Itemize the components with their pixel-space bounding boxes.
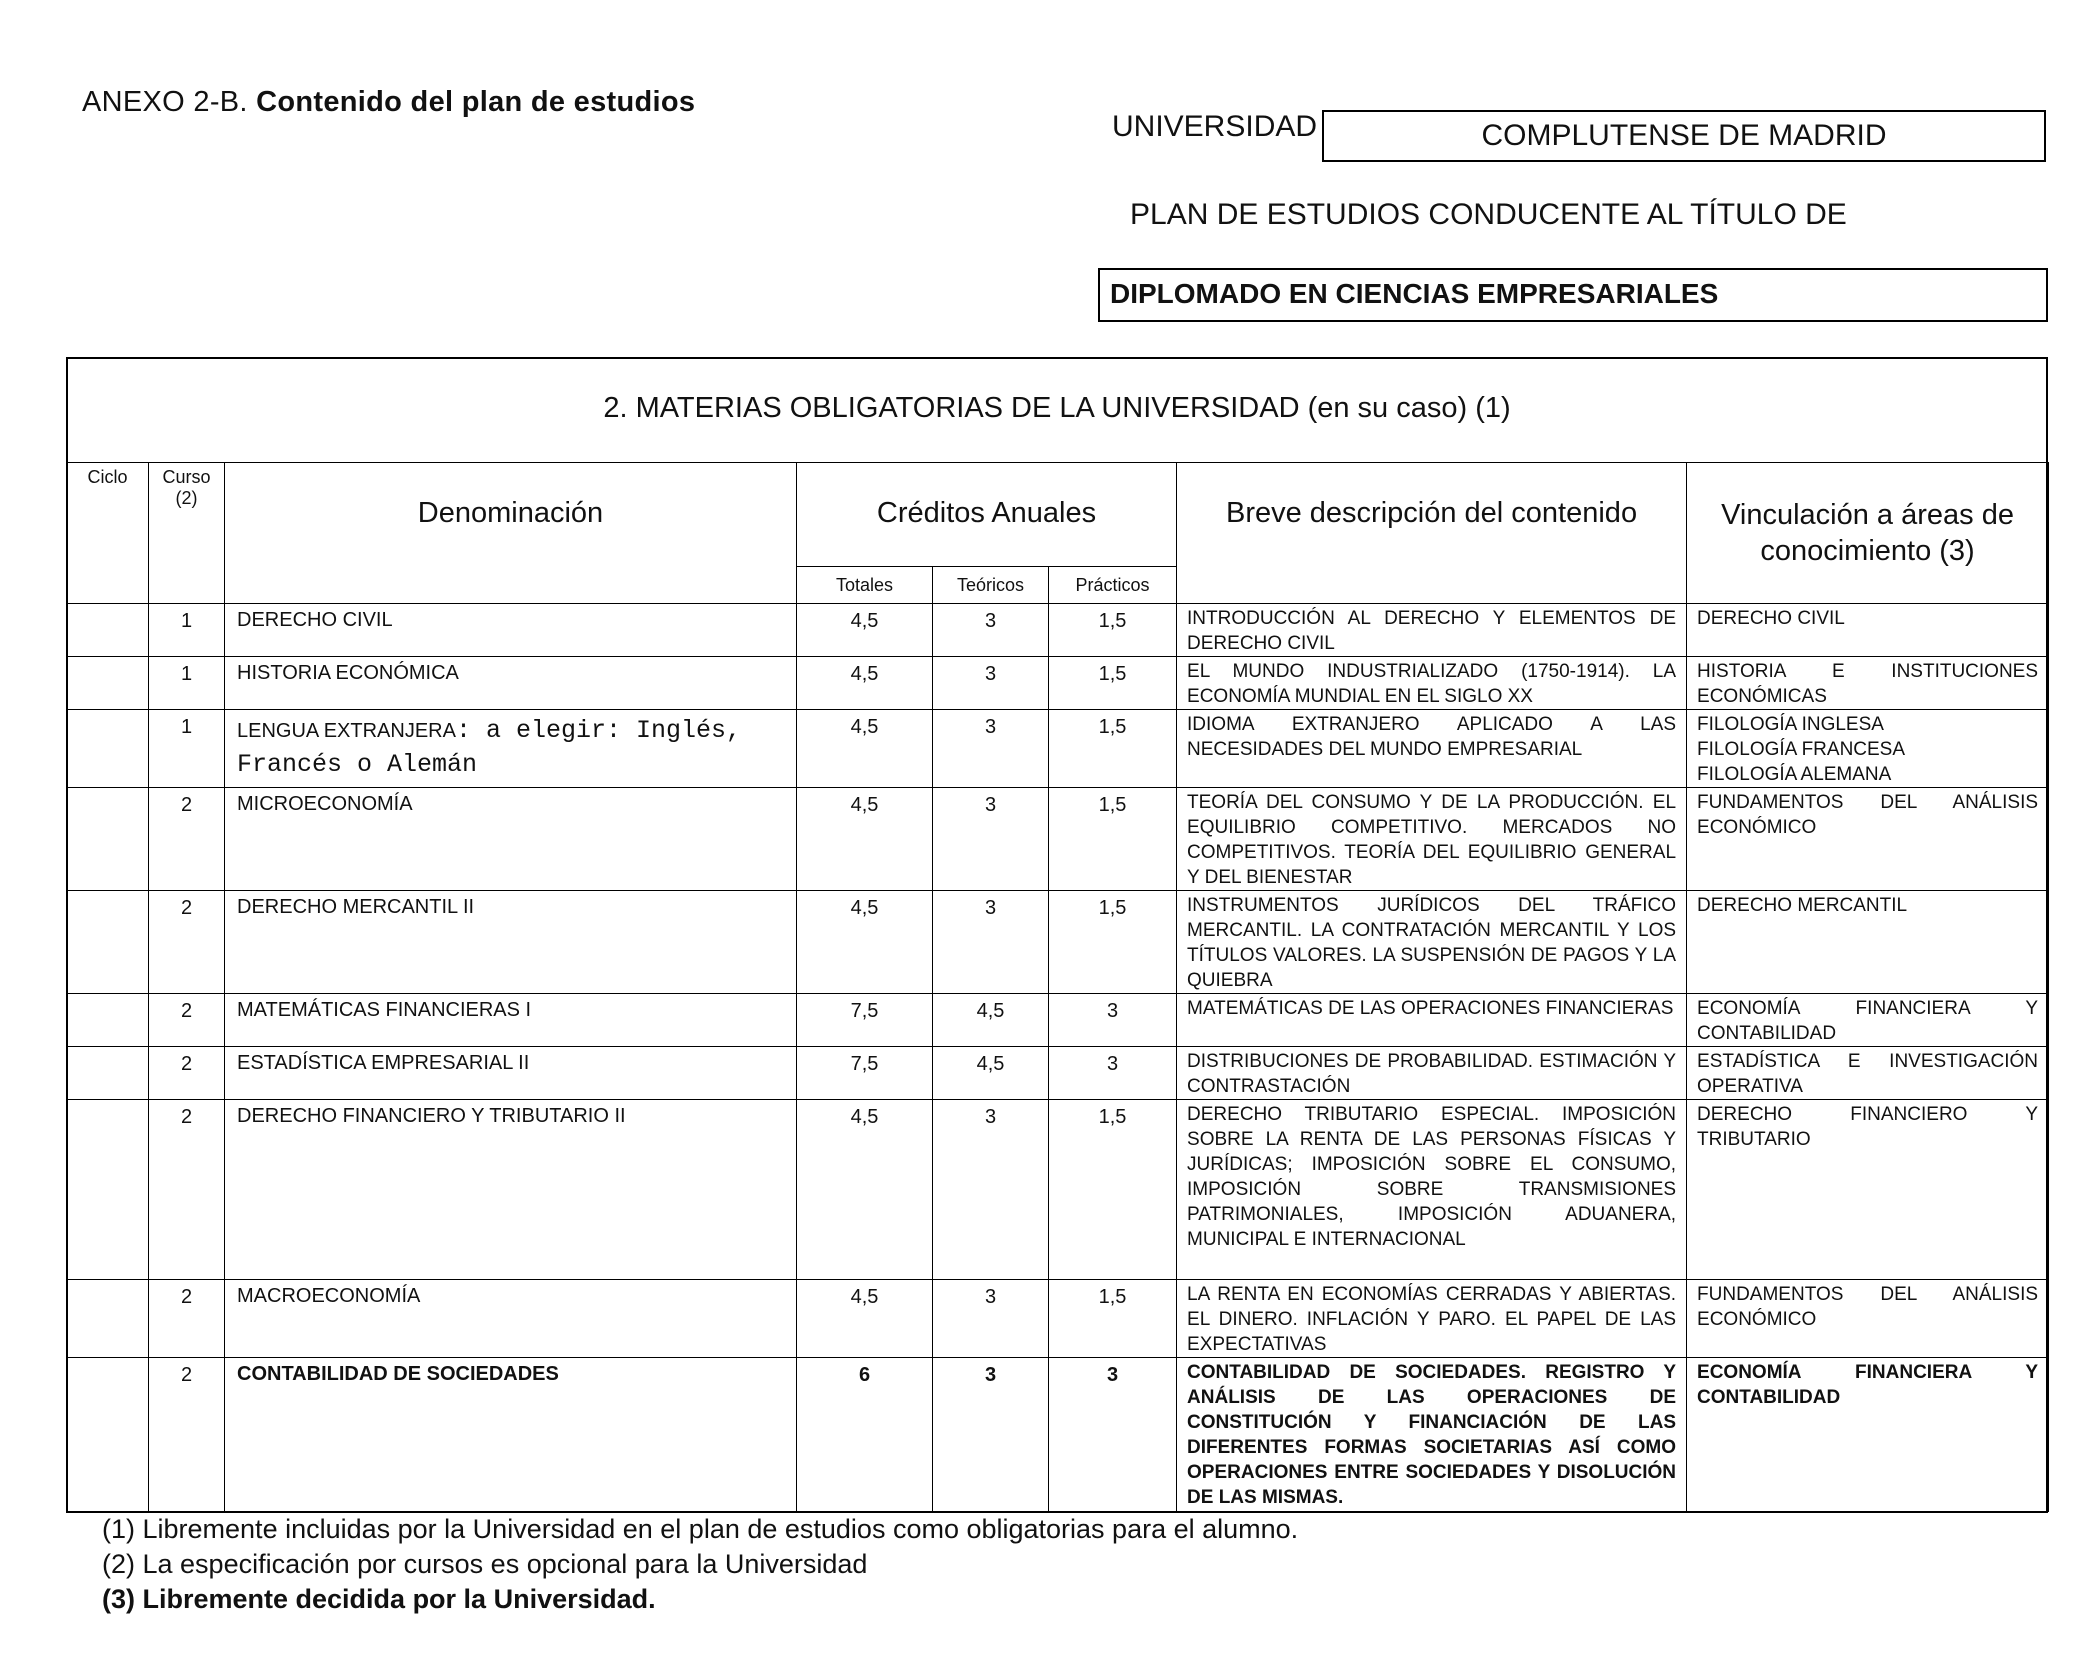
cell-practicos: 1,5 (1049, 1100, 1177, 1280)
cell-teoricos: 3 (933, 604, 1049, 657)
header-descripcion: Breve descripción del contenido (1177, 463, 1687, 604)
table-row (67, 1047, 2049, 1100)
degree-title-box: DIPLOMADO EN CIENCIAS EMPRESARIALES (1098, 268, 2048, 322)
cell-teoricos: 3 (933, 1280, 1049, 1358)
area-item: FUNDAMENTOS DEL ANÁLISIS ECONÓMICO (1697, 1284, 2039, 1330)
cell-descripcion: TEORÍA DEL CONSUMO Y DE LA PRODUCCIÓN. EL EQUILIBRIO COMPETITIVO. MERCADOS NO COMPETITIVOS. TEORÍA DEL EQUILIBRIO GENERAL Y DEL BIENESTAR (1177, 788, 1687, 891)
header-totales: Totales (797, 567, 933, 604)
cell-areas (1687, 1358, 2049, 1512)
area-item: FUNDAMENTOS DEL ANÁLISIS ECONÓMICO (1697, 792, 2039, 838)
cell-ciclo (67, 1280, 149, 1358)
cell-totales: 4,5 (797, 657, 933, 710)
table-row (67, 994, 2049, 1047)
annex-prefix: ANEXO 2-B. (82, 86, 248, 118)
table-row (67, 710, 2049, 788)
cell-curso: 1 (149, 604, 225, 657)
cell-areas (1687, 1047, 2049, 1100)
cell-denominacion: MATEMÁTICAS FINANCIERAS I (225, 994, 797, 1047)
header-ciclo: Ciclo (67, 463, 149, 604)
cell-curso: 2 (149, 1047, 225, 1100)
cell-totales: 4,5 (797, 1280, 933, 1358)
cell-descripcion: DERECHO TRIBUTARIO ESPECIAL. IMPOSICIÓN SOBRE LA RENTA DE LAS PERSONAS FÍSICAS Y JURÍDICAS; IMPOSICIÓN SOBRE EL CONSUMO, IMPOSICIÓN SOBRE TRANSMISIONES PATRIMONIALES, IMPOSICIÓN ADUANERA, MUNICIPAL E INTERNACIONAL (1177, 1100, 1687, 1280)
plan-label: PLAN DE ESTUDIOS CONDUCENTE AL TÍTULO DE (1130, 198, 1847, 231)
section-title: 2. MATERIAS OBLIGATORIAS DE LA UNIVERSIDAD (en su caso) (1) (603, 392, 1511, 424)
cell-denominacion: DERECHO CIVIL (225, 604, 797, 657)
cell-denominacion: CONTABILIDAD DE SOCIEDADES (225, 1358, 797, 1512)
cell-denominacion: ESTADÍSTICA EMPRESARIAL II (225, 1047, 797, 1100)
cell-ciclo (67, 788, 149, 891)
cell-practicos: 1,5 (1049, 891, 1177, 994)
table-row (67, 788, 2049, 891)
cell-areas (1687, 891, 2049, 994)
cell-totales: 6 (797, 1358, 933, 1512)
cell-practicos: 1,5 (1049, 604, 1177, 657)
header-curso-note: (2) (175, 488, 198, 508)
cell-curso: 2 (149, 1280, 225, 1358)
cell-totales: 7,5 (797, 994, 933, 1047)
cell-descripcion: DISTRIBUCIONES DE PROBABILIDAD. ESTIMACIÓN Y CONTRASTACIÓN (1177, 1047, 1687, 1100)
cell-practicos: 3 (1049, 1358, 1177, 1512)
area-item: HISTORIA E INSTITUCIONES ECONÓMICAS (1697, 661, 2039, 707)
footnote-2: (2) La especificación por cursos es opcional para la Universidad (102, 1549, 868, 1579)
cell-teoricos: 3 (933, 1100, 1049, 1280)
cell-areas (1687, 657, 2049, 710)
header-curso (149, 463, 225, 604)
cell-curso: 1 (149, 710, 225, 788)
cell-denominacion (225, 710, 797, 788)
cell-descripcion: EL MUNDO INDUSTRIALIZADO (1750-1914). LA ECONOMÍA MUNDIAL EN EL SIGLO XX (1177, 657, 1687, 710)
cell-areas (1687, 604, 2049, 657)
cell-curso: 2 (149, 891, 225, 994)
cell-denominacion: DERECHO FINANCIERO Y TRIBUTARIO II (225, 1100, 797, 1280)
cell-denominacion: MACROECONOMÍA (225, 1280, 797, 1358)
cell-curso: 1 (149, 657, 225, 710)
cell-practicos: 3 (1049, 1047, 1177, 1100)
footnote-3: (3) Libremente decidida por la Universidad. (102, 1584, 656, 1614)
cell-curso: 2 (149, 994, 225, 1047)
annex-heading (82, 86, 695, 119)
cell-ciclo (67, 1047, 149, 1100)
subjects-table (66, 462, 2049, 1512)
area-item: FILOLOGÍA FRANCESA (1697, 739, 1906, 760)
cell-descripcion: INTRODUCCIÓN AL DERECHO Y ELEMENTOS DE DERECHO CIVIL (1177, 604, 1687, 657)
cell-ciclo (67, 891, 149, 994)
cell-denominacion: DERECHO MERCANTIL II (225, 891, 797, 994)
cell-teoricos: 3 (933, 657, 1049, 710)
cell-areas (1687, 710, 2049, 788)
area-item: DERECHO CIVIL (1697, 608, 1845, 629)
university-name-box: COMPLUTENSE DE MADRID (1322, 110, 2046, 162)
cell-areas (1687, 994, 2049, 1047)
cell-totales: 7,5 (797, 1047, 933, 1100)
cell-practicos: 1,5 (1049, 1280, 1177, 1358)
cell-practicos: 1,5 (1049, 657, 1177, 710)
area-item: ECONOMÍA FINANCIERA Y CONTABILIDAD (1697, 998, 2039, 1044)
cell-totales: 4,5 (797, 1100, 933, 1280)
cell-teoricos: 3 (933, 710, 1049, 788)
cell-totales: 4,5 (797, 788, 933, 891)
cell-teoricos: 3 (933, 788, 1049, 891)
cell-totales: 4,5 (797, 710, 933, 788)
cell-ciclo (67, 1358, 149, 1512)
footnotes (102, 1512, 1298, 1617)
area-item: FILOLOGÍA INGLESA (1697, 714, 1884, 735)
cell-teoricos: 4,5 (933, 994, 1049, 1047)
cell-practicos: 3 (1049, 994, 1177, 1047)
table-row (67, 891, 2049, 994)
table-row (67, 1100, 2049, 1280)
header-vinculacion: Vinculación a áreas de conocimiento (3) (1687, 463, 2049, 604)
cell-ciclo (67, 657, 149, 710)
denominacion-extra: : a elegir: Inglés, Francés o Alemán (237, 716, 741, 779)
university-label: UNIVERSIDAD (1112, 110, 1318, 143)
cell-ciclo (67, 710, 149, 788)
cell-curso: 2 (149, 1100, 225, 1280)
area-item: ECONOMÍA FINANCIERA Y CONTABILIDAD (1697, 1362, 2039, 1408)
header-practicos: Prácticos (1049, 567, 1177, 604)
cell-totales: 4,5 (797, 604, 933, 657)
cell-areas (1687, 1100, 2049, 1280)
header-curso-label: Curso (162, 467, 211, 487)
cell-totales: 4,5 (797, 891, 933, 994)
table-row (67, 604, 2049, 657)
cell-curso: 2 (149, 788, 225, 891)
table-row (67, 1358, 2049, 1512)
annex-title: Contenido del plan de estudios (256, 86, 696, 118)
cell-teoricos: 3 (933, 1358, 1049, 1512)
header-creditos: Créditos Anuales (797, 463, 1177, 567)
cell-areas (1687, 1280, 2049, 1358)
cell-ciclo (67, 1100, 149, 1280)
cell-descripcion: MATEMÁTICAS DE LAS OPERACIONES FINANCIERAS (1177, 994, 1687, 1047)
header-teoricos: Teóricos (933, 567, 1049, 604)
header-denominacion: Denominación (225, 463, 797, 604)
table-row (67, 657, 2049, 710)
cell-teoricos: 4,5 (933, 1047, 1049, 1100)
cell-descripcion: INSTRUMENTOS JURÍDICOS DEL TRÁFICO MERCANTIL. LA CONTRATACIÓN MERCANTIL Y LOS TÍTULOS VALORES. LA SUSPENSIÓN DE PAGOS Y LA QUIEBRA (1177, 891, 1687, 994)
table-row (67, 1280, 2049, 1358)
cell-teoricos: 3 (933, 891, 1049, 994)
cell-practicos: 1,5 (1049, 788, 1177, 891)
cell-areas (1687, 788, 2049, 891)
denominacion-main: LENGUA EXTRANJERA (237, 720, 456, 742)
cell-ciclo (67, 994, 149, 1047)
area-item: DERECHO FINANCIERO Y TRIBUTARIO (1697, 1104, 2039, 1150)
cell-curso: 2 (149, 1358, 225, 1512)
area-item: FILOLOGÍA ALEMANA (1697, 764, 1892, 785)
area-item: ESTADÍSTICA E INVESTIGACIÓN OPERATIVA (1697, 1051, 2039, 1097)
cell-practicos: 1,5 (1049, 710, 1177, 788)
cell-denominacion: MICROECONOMÍA (225, 788, 797, 891)
area-item: DERECHO MERCANTIL (1697, 895, 1908, 916)
cell-denominacion: HISTORIA ECONÓMICA (225, 657, 797, 710)
cell-descripcion: IDIOMA EXTRANJERO APLICADO A LAS NECESIDADES DEL MUNDO EMPRESARIAL (1177, 710, 1687, 788)
cell-descripcion: LA RENTA EN ECONOMÍAS CERRADAS Y ABIERTAS. EL DINERO. INFLACIÓN Y PARO. EL PAPEL DE LAS EXPECTATIVAS (1177, 1280, 1687, 1358)
cell-ciclo (67, 604, 149, 657)
footnote-1: (1) Libremente incluidas por la Universidad en el plan de estudios como obligatorias para el alumno. (102, 1514, 1299, 1544)
cell-descripcion: CONTABILIDAD DE SOCIEDADES. REGISTRO Y ANÁLISIS DE LAS OPERACIONES DE CONSTITUCIÓN Y FINANCIACIÓN DE LAS DIFERENTES FORMAS SOCIETARIAS ASÍ COMO OPERACIONES ENTRE SOCIEDADES Y DISOLUCIÓN DE LAS MISMAS. (1177, 1358, 1687, 1512)
